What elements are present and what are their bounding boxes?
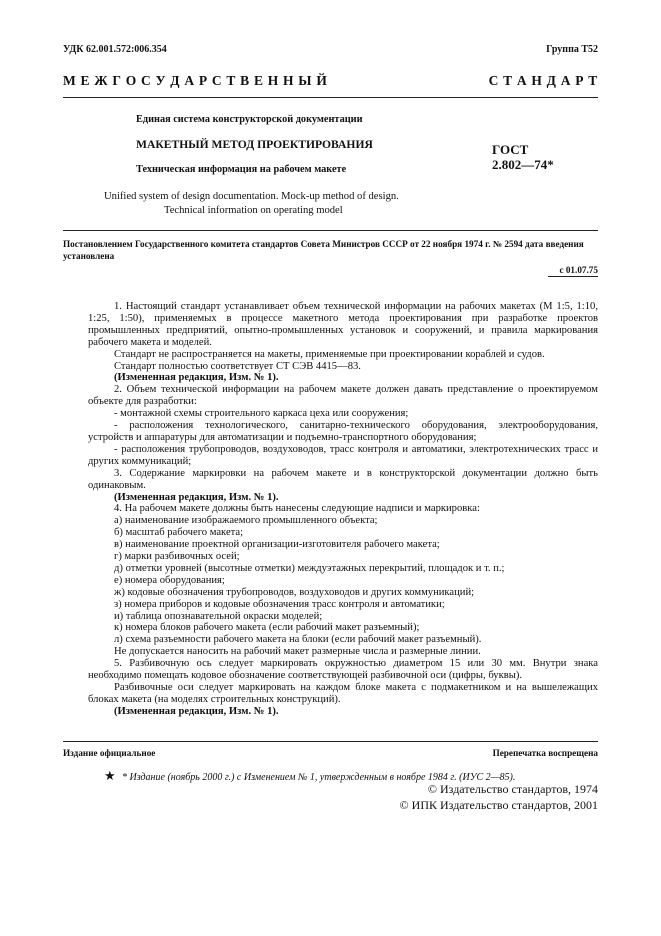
system-name: Единая система конструкторской документации	[136, 114, 363, 125]
list-item: л) схема разъемности рабочего макета на блоки (если рабочий макет разъемный).	[114, 634, 482, 646]
amendment-note: (Измененная редакция, Изм. № 1).	[114, 705, 279, 717]
paragraph: 2. Объем технической информации на рабочем макете должен давать представление о проектируемом объекте для разработки:	[88, 384, 598, 408]
paragraph: Разбивочные оси следует маркировать на каждом блоке макета с подмакетником и на вышележащих блоках макета (на моделях строительных конструкций).	[88, 682, 598, 705]
decree-text: Постановлением Государственного комитета стандартов Совета Министров СССР от 22 ноября 1974 г. № 2594 дата введения установлена	[63, 239, 584, 261]
gost-number: 2.802—74*	[492, 157, 554, 172]
english-title-line2: Technical information on operating model	[164, 205, 343, 216]
list-item: - расположения трубопроводов, воздуховодов, трасс контроля и автоматики, электротехнических трасс и других коммуникаций;	[88, 443, 598, 467]
star-icon: ★	[104, 768, 116, 783]
footer-divider	[63, 741, 598, 742]
list-item: ж) кодовые обозначения трубопроводов, воздуховодов и других коммуникаций;	[114, 586, 475, 598]
body-text	[88, 301, 598, 718]
copyright-2001: © ИПК Издательство стандартов, 2001	[399, 798, 598, 812]
list-item: в) наименование проектной организации-изготовителя рабочего макета;	[114, 539, 440, 551]
edition-label: Издание официальное	[63, 748, 156, 758]
list-item: е) номера оборудования;	[114, 574, 225, 586]
page-title: МАКЕТНЫЙ МЕТОД ПРОЕКТИРОВАНИЯ	[136, 138, 373, 151]
title-divider	[63, 230, 598, 231]
list-item: - расположения технологического, санитарно-технического оборудования, электрооборудования, устройств и аппаратуры для автоматизации и подъемно-транспортного оборудования;	[88, 420, 598, 443]
subtitle: Техническая информация на рабочем макете	[136, 164, 347, 175]
header-divider	[63, 97, 598, 98]
paragraph: Стандарт не распространяется на макеты, применяемые при проектировании кораблей и судов.	[114, 348, 545, 360]
paragraph: 3. Содержание маркировки на рабочем макете и в конструкторской документации должно быть одинаковым.	[88, 467, 598, 491]
list-item: к) номера блоков рабочего макета (если рабочий макет разъемный);	[114, 622, 420, 634]
list-item: б) масштаб рабочего макета;	[114, 527, 244, 539]
paragraph: Не допускается наносить на рабочий макет размерные числа и размерные линии.	[114, 646, 481, 658]
paragraph: 5. Разбивочную ось следует маркировать окружностью диаметром 15 или 30 мм. Внутри знака необходимо помещать кодовое обозначение соответствующей разбивочной оси (цифры, буквы).	[88, 658, 598, 682]
copyright-1974: © Издательство стандартов, 1974	[427, 782, 598, 796]
date-underline	[548, 276, 598, 277]
list-item: а) наименование изображаемого промышленного объекта;	[114, 515, 378, 527]
list-item: з) номера приборов и кодовые обозначения трасс контроля и автоматики;	[114, 598, 445, 610]
english-title-line1: Unified system of design documentation. Mock-up method of design.	[104, 191, 399, 202]
edition-note: * Издание (ноябрь 2000 г.) с Изменением № 1, утвержденным в ноябре 1984 г. (ИУС 2—85).	[122, 772, 516, 783]
list-item: г) марки разбивочных осей;	[114, 551, 240, 563]
paragraph: 1. Настоящий стандарт устанавливает объем технической информации на рабочих макетах (М 1:5, 1:10, 1:25, 1:50), применяемых в процессе макетного метода проектирования при разработке проектов промышленных предприятий, опытно-промышленных установок и сооружений, и правила маркирования рабочего макета и моделей.	[88, 301, 598, 348]
effective-date: с 01.07.75	[559, 265, 598, 275]
amendment-note: (Измененная редакция, Изм. № 1).	[114, 491, 279, 503]
paragraph: Стандарт полностью соответствует СТ СЭВ 4415—83.	[114, 360, 361, 372]
list-item: д) отметки уровней (высотные отметки) междуэтажных перекрытий, площадок и т. п.;	[114, 562, 505, 574]
udk-code: УДК 62.001.572:006.354	[63, 44, 167, 55]
banner-interstate: М Е Ж Г О С У Д А Р С Т В Е Н Н Ы Й	[63, 73, 328, 88]
list-item: - монтажной схемы строительного каркаса цеха или сооружения;	[114, 408, 409, 420]
amendment-note: (Измененная редакция, Изм. № 1).	[114, 372, 279, 384]
list-item: и) таблица опознавательной окраски моделей;	[114, 610, 323, 622]
banner-standard: С Т А Н Д А Р Т	[488, 73, 598, 88]
gost-label: ГОСТ	[492, 142, 529, 157]
reprint-label: Перепечатка воспрещена	[492, 748, 598, 758]
paragraph: 4. На рабочем макете должны быть нанесены следующие надписи и маркировка:	[114, 503, 480, 515]
group-code: Группа Т52	[546, 44, 598, 55]
